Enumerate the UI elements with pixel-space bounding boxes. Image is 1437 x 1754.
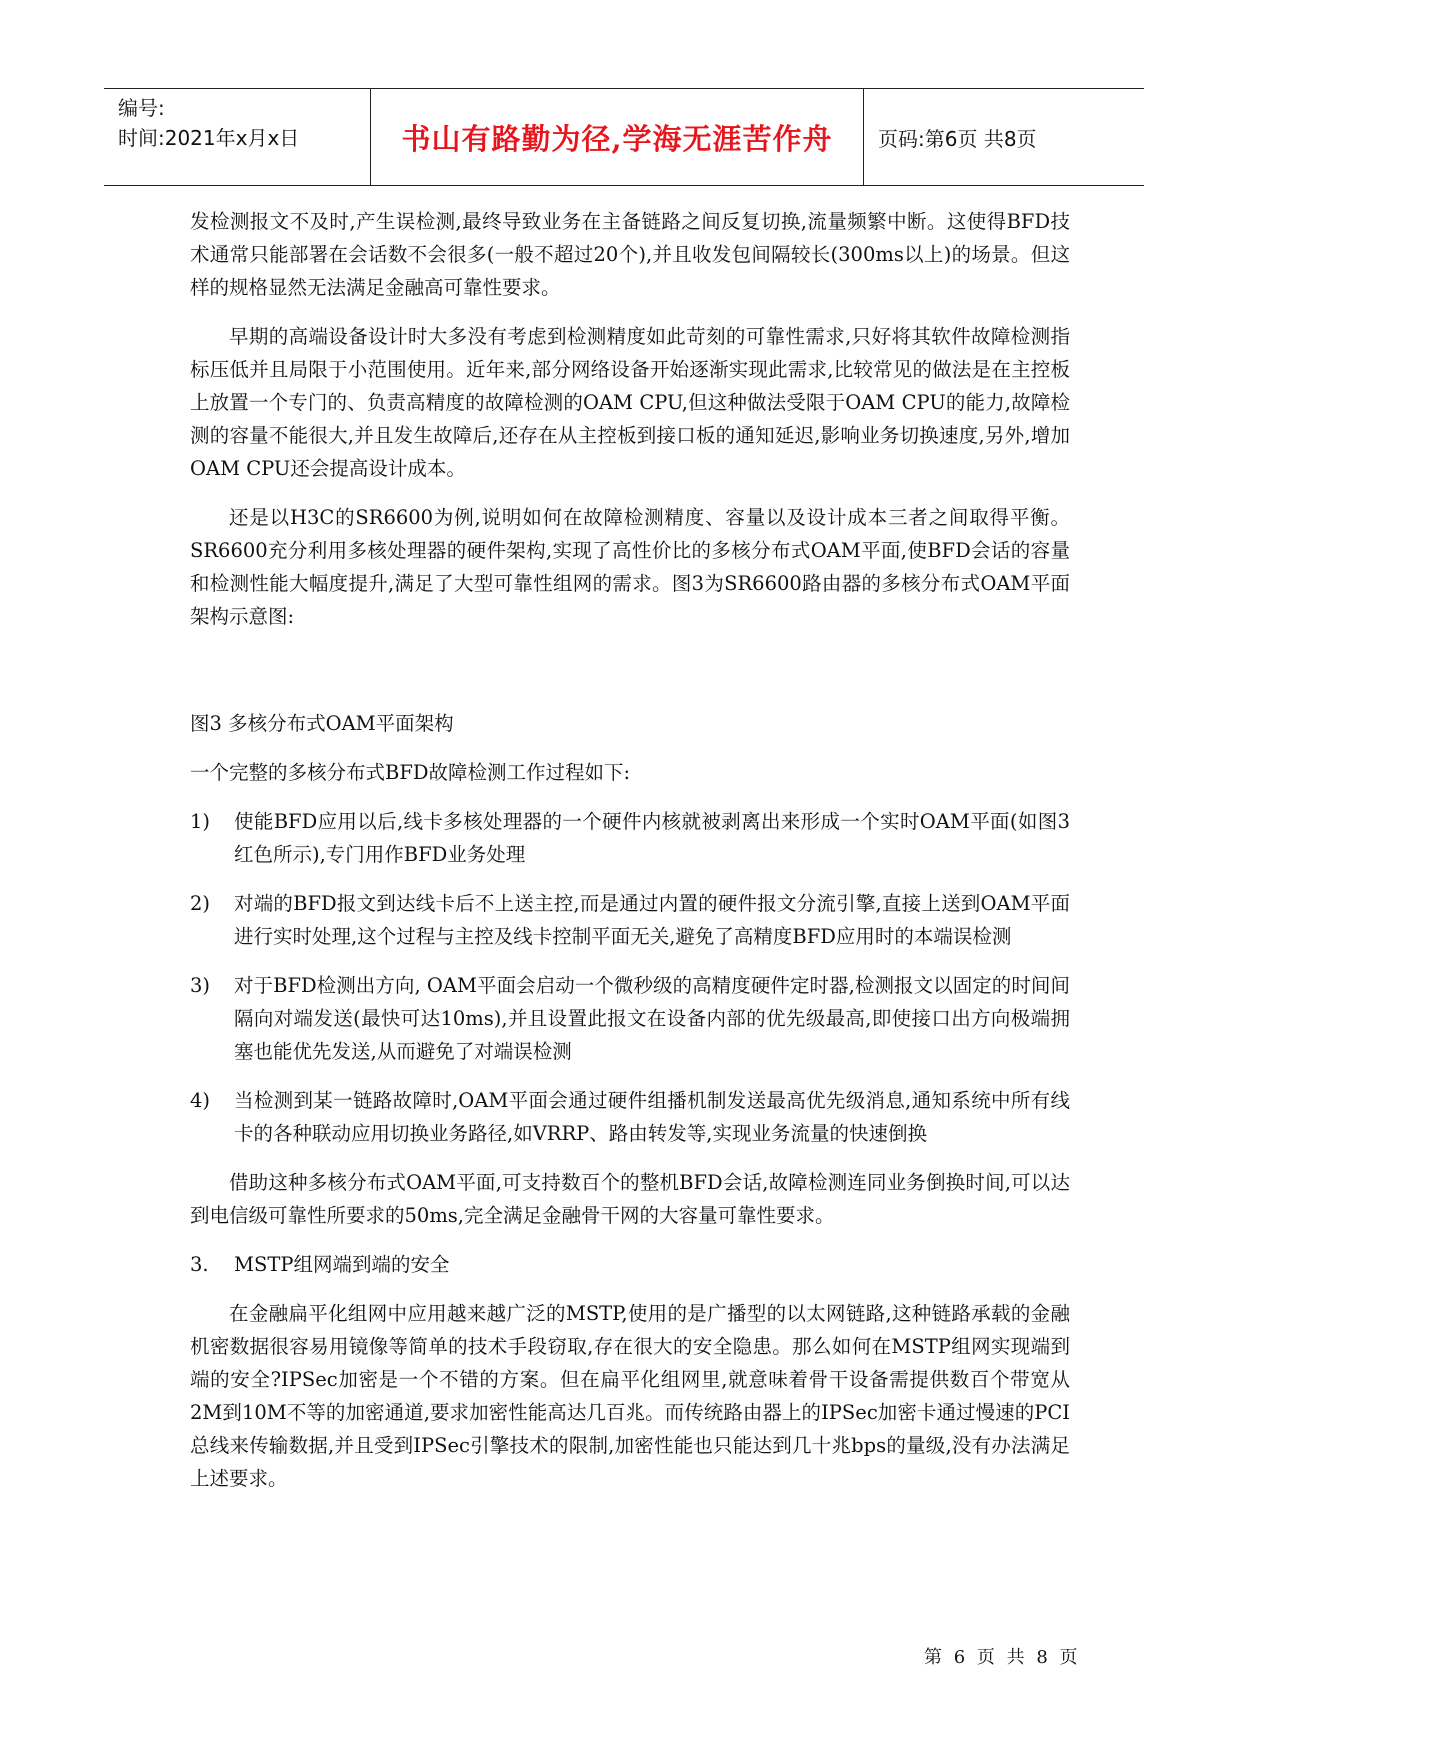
list-item (190, 969, 1070, 1068)
figure-placeholder (190, 649, 1070, 707)
list-number: 3) (190, 974, 211, 997)
header-meta (104, 89, 370, 185)
list-item (190, 887, 1070, 953)
list-text: 当检测到某一链路故障时,OAM平面会通过硬件组播机制发送最高优先级消息,通知系统中所有线卡的各种联动应用切换业务路径,如VRRP、路由转发等,实现业务流量的快速倒换 (234, 1089, 1070, 1145)
paragraph: 一个完整的多核分布式BFD故障检测工作过程如下: (190, 761, 631, 784)
section-title: MSTP组网端到端的安全 (234, 1253, 450, 1276)
paragraph: 借助这种多核分布式OAM平面,可支持数百个的整机BFD会话,故障检测连同业务倒换时间,可以达到电信级可靠性所要求的50ms,完全满足金融骨干网的大容量可靠性要求。 (190, 1171, 1070, 1227)
paragraph: 早期的高端设备设计时大多没有考虑到检测精度如此苛刻的可靠性需求,只好将其软件故障检测指标压低并且局限于小范围使用。近年来,部分网络设备开始逐渐实现此需求,比较常见的做法是在主控板上放置一个专门的、负责高精度的故障检测的OAM CPU,但这种做法受限于OAM CPU的能力,故障检测的容量不能很大,并且发生故障后,还存在从主控板到接口板的通知延迟,影响业务切换速度,另外,增加OAM CPU还会提高设计成本。 (190, 325, 1070, 480)
number-label: 编号: (118, 96, 165, 120)
list-item (190, 1084, 1070, 1150)
header-motto: 书山有路勤为径,学海无涯苦作舟 (370, 89, 864, 185)
paragraph: 还是以H3C的SR6600为例,说明如何在故障检测精度、容量以及设计成本三者之间取得平衡。SR6600充分利用多核处理器的硬件架构,实现了高性价比的多核分布式OAM平面,使BFD会话的容量和检测性能大幅度提升,满足了大型可靠性组网的需求。图3为SR6600路由器的多核分布式OAM平面架构示意图: (190, 506, 1070, 628)
document-body (190, 205, 1070, 1511)
list-number: 4) (190, 1089, 211, 1112)
paragraph: 发检测报文不及时,产生误检测,最终导致业务在主备链路之间反复切换,流量频繁中断。这使得BFD技术通常只能部署在会话数不会很多(一般不超过20个),并且收发包间隔较长(300ms以上)的场景。但这样的规格显然无法满足金融高可靠性要求。 (190, 210, 1070, 299)
paragraph: 在金融扁平化组网中应用越来越广泛的MSTP,使用的是广播型的以太网链路,这种链路承载的金融机密数据很容易用镜像等简单的技术手段窃取,存在很大的安全隐患。那么如何在MSTP组网实现端到端的安全?IPSec加密是一个不错的方案。但在扁平化组网里,就意味着骨干设备需提供数百个带宽从2M到10M不等的加密通道,要求加密性能高达几百兆。而传统路由器上的IPSec加密卡通过慢速的PCI总线来传输数据,并且受到IPSec引擎技术的限制,加密性能也只能达到几十兆bps的量级,没有办法满足上述要求。 (190, 1302, 1070, 1490)
figure-caption: 图3 多核分布式OAM平面架构 (190, 712, 454, 735)
list-number: 1) (190, 810, 211, 833)
list-text: 对端的BFD报文到达线卡后不上送主控,而是通过内置的硬件报文分流引擎,直接上送到OAM平面进行实时处理,这个过程与主控及线卡控制平面无关,避免了高精度BFD应用时的本端误检测 (234, 892, 1070, 948)
list-number: 2) (190, 892, 211, 915)
time-label: 时间:2021年x月x日 (118, 126, 300, 150)
header-page-code: 页码:第6页 共8页 (878, 126, 1037, 151)
list-text: 使能BFD应用以后,线卡多核处理器的一个硬件内核就被剥离出来形成一个实时OAM平面(如图3红色所示),专门用作BFD业务处理 (234, 810, 1070, 866)
section-heading (190, 1248, 1070, 1281)
list-item (190, 805, 1070, 871)
section-number: 3. (190, 1253, 209, 1276)
page-footer: 第 6 页 共 8 页 (924, 1647, 1081, 1668)
list-text: 对于BFD检测出方向, OAM平面会启动一个微秒级的高精度硬件定时器,检测报文以固定的时间间隔向对端发送(最快可达10ms),并且设置此报文在设备内部的优先级最高,即使接口出方向极端拥塞也能优先发送,从而避免了对端误检测 (234, 974, 1070, 1063)
page-header (104, 88, 1144, 186)
